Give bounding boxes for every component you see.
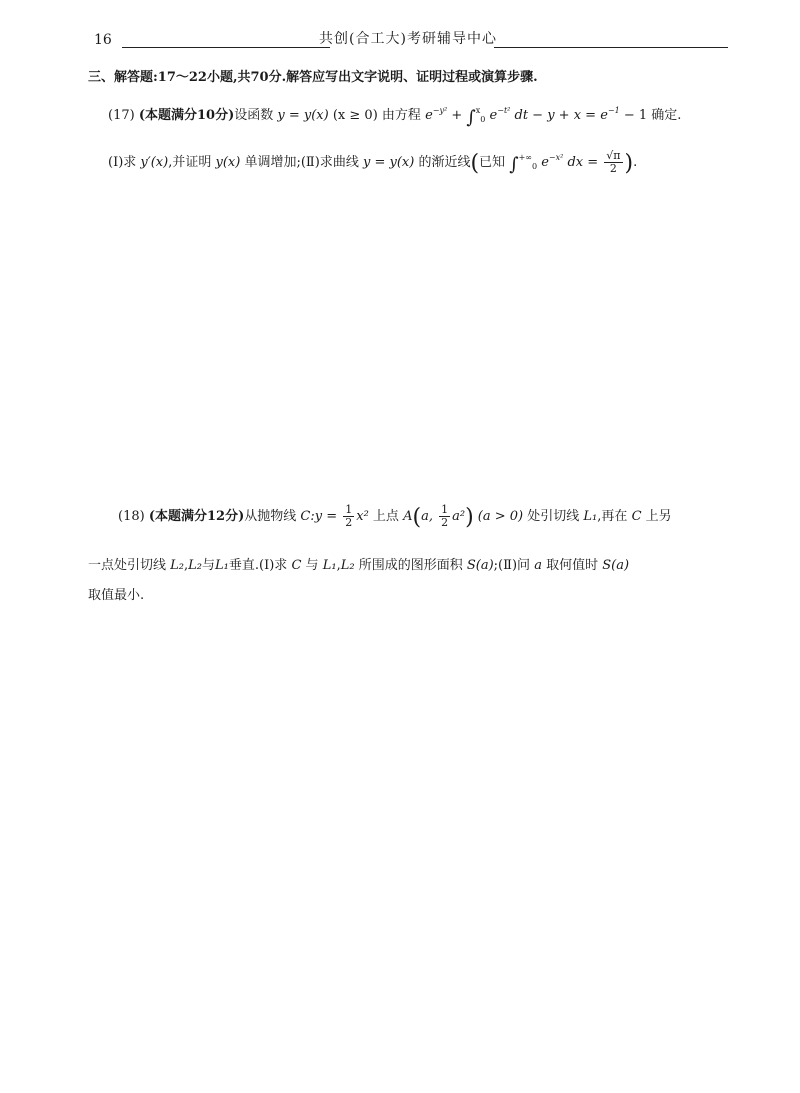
q17-curve: y = y(x) xyxy=(362,155,415,170)
q17-eq-rest: dt − y + x = e xyxy=(514,108,608,123)
header-title: 共创(合工大)考研辅导中心 xyxy=(319,31,497,47)
q18-curve: C:y = xyxy=(300,509,338,524)
q18-Sa: S(a) xyxy=(466,558,494,573)
q17-line1 xyxy=(108,104,681,128)
q17-text-b: 由方程 xyxy=(381,108,421,123)
q18-Sa2: S(a) xyxy=(602,558,630,573)
q18-L2: L₂ xyxy=(170,558,185,573)
q18-t8: 垂直.(Ⅰ)求 xyxy=(228,558,288,573)
q17-int-lower: 0 xyxy=(480,115,486,124)
q18-L1: L₁ xyxy=(583,509,598,524)
q18-t7: 与 xyxy=(202,558,216,573)
section-heading: 三、解答题:17～22小题,共70分.解答应写出文字说明、证明过程或演算步骤. xyxy=(88,70,538,85)
q18-a2: a² xyxy=(452,509,466,524)
q18-line1 xyxy=(118,504,672,530)
q17-yprime: y′(x) xyxy=(140,155,169,170)
q18-pointA: A xyxy=(403,509,413,524)
q18-t10: 所围成的图形面积 xyxy=(358,558,463,573)
q17-integrand-exp: −t² xyxy=(497,106,511,115)
q18-L2c: L₂ xyxy=(340,558,355,573)
q18-x2: x² xyxy=(356,509,369,524)
q18-line3: 取值最小. xyxy=(88,588,145,603)
header-rule-right xyxy=(494,47,728,48)
q18-line2-start: 一点处引切线 xyxy=(88,558,167,573)
q17-text-a: 设函数 xyxy=(234,108,274,123)
left-paren: ( xyxy=(412,505,422,530)
q18-number: (18) xyxy=(118,509,145,524)
page-number: 16 xyxy=(94,32,112,48)
q18-L1b: L₁ xyxy=(215,558,229,573)
q18-half2-den: 2 xyxy=(441,516,449,529)
q17-known-lower: 0 xyxy=(531,162,538,171)
q18-L1c: L₁ xyxy=(322,558,337,573)
q17-known-upper: +∞ xyxy=(518,153,532,162)
q17-known-integrand: e xyxy=(541,155,549,170)
page-header xyxy=(88,28,728,54)
left-paren: ( xyxy=(470,151,480,176)
integral-sign: ∫ xyxy=(466,107,476,128)
q18-t2: 上点 xyxy=(372,509,399,524)
q17-line2 xyxy=(108,150,637,176)
q18-t1: 从抛物线 xyxy=(244,509,297,524)
q18-t3: 处引切线 xyxy=(527,509,580,524)
q17-eq-e: e xyxy=(425,108,433,123)
q18-t9: 与 xyxy=(305,558,319,573)
q17-int-upper: x xyxy=(475,106,481,115)
q17-eq-rest-exp: −1 xyxy=(607,106,620,115)
q18-half2 xyxy=(439,504,450,529)
q18-t6b: , xyxy=(336,558,341,573)
q18-t5: 上另 xyxy=(645,509,672,524)
q17-end-dot: . xyxy=(633,155,638,170)
q17-number: (17) xyxy=(108,108,135,123)
q18-t6: , xyxy=(184,558,189,573)
q18-a: a xyxy=(534,558,542,573)
q17-cond: (x ≥ 0) xyxy=(332,108,378,123)
q18-C: C xyxy=(631,509,642,524)
q18-half-den: 2 xyxy=(345,516,353,529)
q17-eq-plus: + xyxy=(451,108,463,123)
q17-integrand: e xyxy=(489,108,498,123)
q17-part1b: ,并证明 xyxy=(168,155,212,170)
q18-t11: ;(Ⅱ)问 xyxy=(493,558,531,573)
q17-points: (本题满分10分) xyxy=(138,108,235,123)
q18-L2b: L₂ xyxy=(188,558,203,573)
q17-func: y = y(x) xyxy=(277,108,329,123)
q18-t12: 取何值时 xyxy=(546,558,599,573)
q18-half-num: 1 xyxy=(345,503,353,516)
q18-points: (本题满分12分) xyxy=(148,509,245,524)
q17-eq-end: − 1 确定. xyxy=(623,108,682,123)
right-paren: ) xyxy=(624,151,634,176)
q17-known-num: √π xyxy=(606,149,621,162)
q17-known: 已知 xyxy=(479,155,506,170)
q17-part1: (Ⅰ)求 xyxy=(108,155,137,170)
q18-a-val: a, xyxy=(421,509,433,524)
q18-t4: ,再在 xyxy=(597,509,628,524)
q18-line2 xyxy=(88,554,629,573)
integral-sign: ∫ xyxy=(509,154,519,175)
q17-known-fraction xyxy=(604,150,622,175)
q17-yx: y(x) xyxy=(215,155,241,170)
q18-half2-num: 1 xyxy=(441,503,449,516)
q18-C2: C xyxy=(291,558,302,573)
q17-known-dx: dx = xyxy=(567,155,599,170)
q17-part1c: 单调增加;(Ⅱ)求曲线 xyxy=(244,155,359,170)
q18-half xyxy=(343,504,354,529)
right-paren: ) xyxy=(465,505,474,530)
q17-eq-exp: −y² xyxy=(432,106,448,115)
q18-cond: (a > 0) xyxy=(477,509,524,524)
q17-known-den: 2 xyxy=(609,162,617,175)
q17-part2: 的渐近线 xyxy=(418,155,471,170)
q17-known-exp: −x² xyxy=(548,153,564,162)
